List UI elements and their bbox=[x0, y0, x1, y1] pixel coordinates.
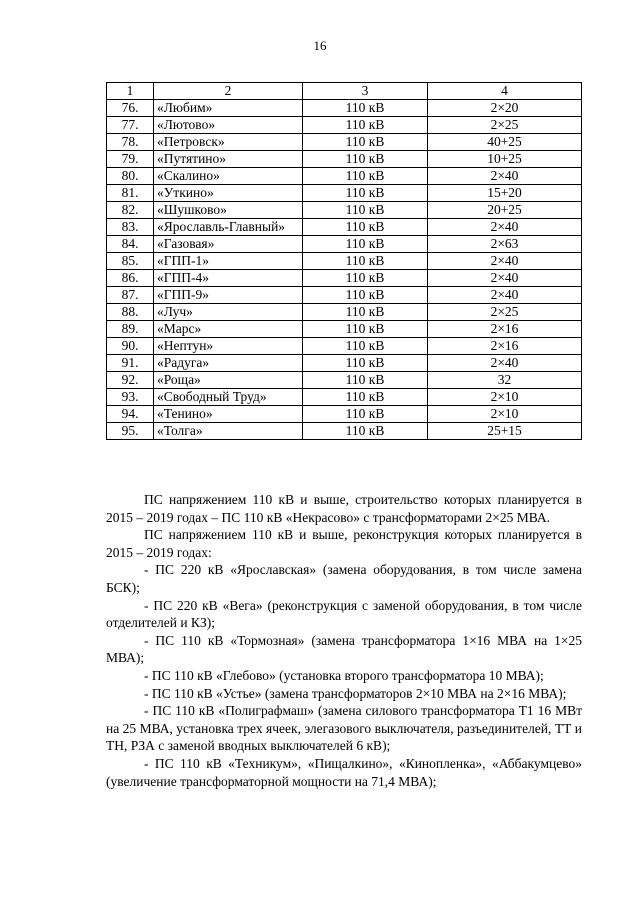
voltage-cell: 110 кВ bbox=[303, 151, 428, 168]
voltage-cell: 110 кВ bbox=[303, 236, 428, 253]
substation-name-cell: «Толга» bbox=[154, 423, 303, 440]
row-number-cell: 82. bbox=[107, 202, 154, 219]
power-cell: 32 bbox=[428, 372, 582, 389]
table-row bbox=[107, 287, 582, 304]
power-cell: 15+20 bbox=[428, 185, 582, 202]
substation-name-cell: «Любим» bbox=[154, 100, 303, 117]
substation-name-cell: «Петровск» bbox=[154, 134, 303, 151]
header-cell-2: 2 bbox=[154, 83, 303, 100]
header-cell-1: 1 bbox=[107, 83, 154, 100]
power-cell: 2×20 bbox=[428, 100, 582, 117]
voltage-cell: 110 кВ bbox=[303, 355, 428, 372]
voltage-cell: 110 кВ bbox=[303, 185, 428, 202]
header-cell-4: 4 bbox=[428, 83, 582, 100]
voltage-cell: 110 кВ bbox=[303, 134, 428, 151]
row-number-cell: 89. bbox=[107, 321, 154, 338]
table-row bbox=[107, 338, 582, 355]
substation-name-cell: «Путятино» bbox=[154, 151, 303, 168]
substation-name-cell: «Уткино» bbox=[154, 185, 303, 202]
voltage-cell: 110 кВ bbox=[303, 372, 428, 389]
voltage-cell: 110 кВ bbox=[303, 389, 428, 406]
power-cell: 2×40 bbox=[428, 253, 582, 270]
substation-name-cell: «Тенино» bbox=[154, 406, 303, 423]
substation-name-cell: «Ярославль-Главный» bbox=[154, 219, 303, 236]
substation-name-cell: «Газовая» bbox=[154, 236, 303, 253]
row-number-cell: 94. bbox=[107, 406, 154, 423]
power-cell: 2×40 bbox=[428, 287, 582, 304]
voltage-cell: 110 кВ bbox=[303, 168, 428, 185]
substation-name-cell: «Нептун» bbox=[154, 338, 303, 355]
voltage-cell: 110 кВ bbox=[303, 253, 428, 270]
voltage-cell: 110 кВ bbox=[303, 321, 428, 338]
list-item: - ПС 220 кВ «Ярославская» (замена оборудования, в том числе замена БСК); bbox=[106, 562, 582, 595]
table-row bbox=[107, 236, 582, 253]
substation-table bbox=[106, 82, 582, 440]
voltage-cell: 110 кВ bbox=[303, 287, 428, 304]
table-row bbox=[107, 372, 582, 389]
power-cell: 2×40 bbox=[428, 270, 582, 287]
list-item: - ПС 220 кВ «Вега» (реконструкция с заменой оборудования, в том числе отделителей и КЗ); bbox=[106, 597, 582, 631]
row-number-cell: 76. bbox=[107, 100, 154, 117]
table-header-row bbox=[107, 83, 582, 100]
row-number-cell: 84. bbox=[107, 236, 154, 253]
table-row bbox=[107, 117, 582, 134]
substation-name-cell: «Радуга» bbox=[154, 355, 303, 372]
list-item: - ПС 110 кВ «Тормозная» (замена трансформатора 1×16 МВА на 1×25 МВА); bbox=[106, 632, 582, 666]
voltage-cell: 110 кВ bbox=[303, 219, 428, 236]
power-cell: 40+25 bbox=[428, 134, 582, 151]
table-row bbox=[107, 304, 582, 321]
body-paragraph: ПС напряжением 110 кВ и выше, строительство которых планируется в 2015 – 2019 годах – ПС 110 кВ «Некрасово» с трансформаторами 2×25 МВА. bbox=[106, 492, 582, 525]
substation-name-cell: «Луч» bbox=[154, 304, 303, 321]
power-cell: 2×40 bbox=[428, 168, 582, 185]
voltage-cell: 110 кВ bbox=[303, 117, 428, 134]
row-number-cell: 79. bbox=[107, 151, 154, 168]
table-row bbox=[107, 406, 582, 423]
row-number-cell: 77. bbox=[107, 117, 154, 134]
substation-name-cell: «Лютово» bbox=[154, 117, 303, 134]
row-number-cell: 78. bbox=[107, 134, 154, 151]
row-number-cell: 91. bbox=[107, 355, 154, 372]
header-cell-3: 3 bbox=[303, 83, 428, 100]
row-number-cell: 93. bbox=[107, 389, 154, 406]
power-cell: 2×16 bbox=[428, 321, 582, 338]
power-cell: 2×16 bbox=[428, 338, 582, 355]
voltage-cell: 110 кВ bbox=[303, 423, 428, 440]
row-number-cell: 80. bbox=[107, 168, 154, 185]
list-item: - ПС 110 кВ «Техникум», «Пищалкино», «Кинопленка», «Аббакумцево» (увеличение трансформаторной мощности на 71,4 МВА); bbox=[106, 755, 582, 789]
voltage-cell: 110 кВ bbox=[303, 406, 428, 423]
body-paragraph: ПС напряжением 110 кВ и выше, реконструкция которых планируется в 2015 – 2019 годах: bbox=[106, 527, 582, 560]
substation-name-cell: «ГПП-4» bbox=[154, 270, 303, 287]
table-row bbox=[107, 100, 582, 117]
row-number-cell: 95. bbox=[107, 423, 154, 440]
voltage-cell: 110 кВ bbox=[303, 338, 428, 355]
substation-name-cell: «ГПП-9» bbox=[154, 287, 303, 304]
voltage-cell: 110 кВ bbox=[303, 304, 428, 321]
row-number-cell: 90. bbox=[107, 338, 154, 355]
row-number-cell: 92. bbox=[107, 372, 154, 389]
power-cell: 2×40 bbox=[428, 355, 582, 372]
row-number-cell: 88. bbox=[107, 304, 154, 321]
power-cell: 2×25 bbox=[428, 117, 582, 134]
substation-name-cell: «Свободный Труд» bbox=[154, 389, 303, 406]
page-number: 16 bbox=[313, 38, 327, 53]
substation-name-cell: «Марс» bbox=[154, 321, 303, 338]
row-number-cell: 83. bbox=[107, 219, 154, 236]
list-item: - ПС 110 кВ «Полиграфмаш» (замена силового трансформатора Т1 16 МВт на 25 МВА, установка трех ячеек, элегазового выключателя, разъединителей, ТТ и ТН, РЗА с заменой вводных выключателей 6 кВ); bbox=[106, 703, 582, 754]
list-item: - ПС 110 кВ «Устье» (замена трансформаторов 2×10 МВА на 2×16 МВА); bbox=[144, 685, 567, 701]
voltage-cell: 110 кВ bbox=[303, 100, 428, 117]
row-number-cell: 85. bbox=[107, 253, 154, 270]
power-cell: 2×10 bbox=[428, 389, 582, 406]
voltage-cell: 110 кВ bbox=[303, 202, 428, 219]
table-row bbox=[107, 253, 582, 270]
power-cell: 10+25 bbox=[428, 151, 582, 168]
table-row bbox=[107, 219, 582, 236]
table-row bbox=[107, 321, 582, 338]
table-row bbox=[107, 355, 582, 372]
table-row bbox=[107, 134, 582, 151]
table-body bbox=[107, 83, 582, 440]
table-row bbox=[107, 202, 582, 219]
table-row bbox=[107, 151, 582, 168]
power-cell: 2×40 bbox=[428, 219, 582, 236]
substation-name-cell: «Роща» bbox=[154, 372, 303, 389]
table-row bbox=[107, 423, 582, 440]
substation-name-cell: «Шушково» bbox=[154, 202, 303, 219]
table-row bbox=[107, 185, 582, 202]
substation-name-cell: «Скалино» bbox=[154, 168, 303, 185]
body-text bbox=[106, 491, 582, 790]
power-cell: 2×63 bbox=[428, 236, 582, 253]
table-row bbox=[107, 389, 582, 406]
power-cell: 20+25 bbox=[428, 202, 582, 219]
voltage-cell: 110 кВ bbox=[303, 270, 428, 287]
substation-name-cell: «ГПП-1» bbox=[154, 253, 303, 270]
power-cell: 2×25 bbox=[428, 304, 582, 321]
list-item: - ПС 110 кВ «Глебово» (установка второго трансформатора 10 МВА); bbox=[144, 667, 544, 683]
row-number-cell: 86. bbox=[107, 270, 154, 287]
row-number-cell: 81. bbox=[107, 185, 154, 202]
power-cell: 25+15 bbox=[428, 423, 582, 440]
row-number-cell: 87. bbox=[107, 287, 154, 304]
power-cell: 2×10 bbox=[428, 406, 582, 423]
table-row bbox=[107, 168, 582, 185]
table-row bbox=[107, 270, 582, 287]
